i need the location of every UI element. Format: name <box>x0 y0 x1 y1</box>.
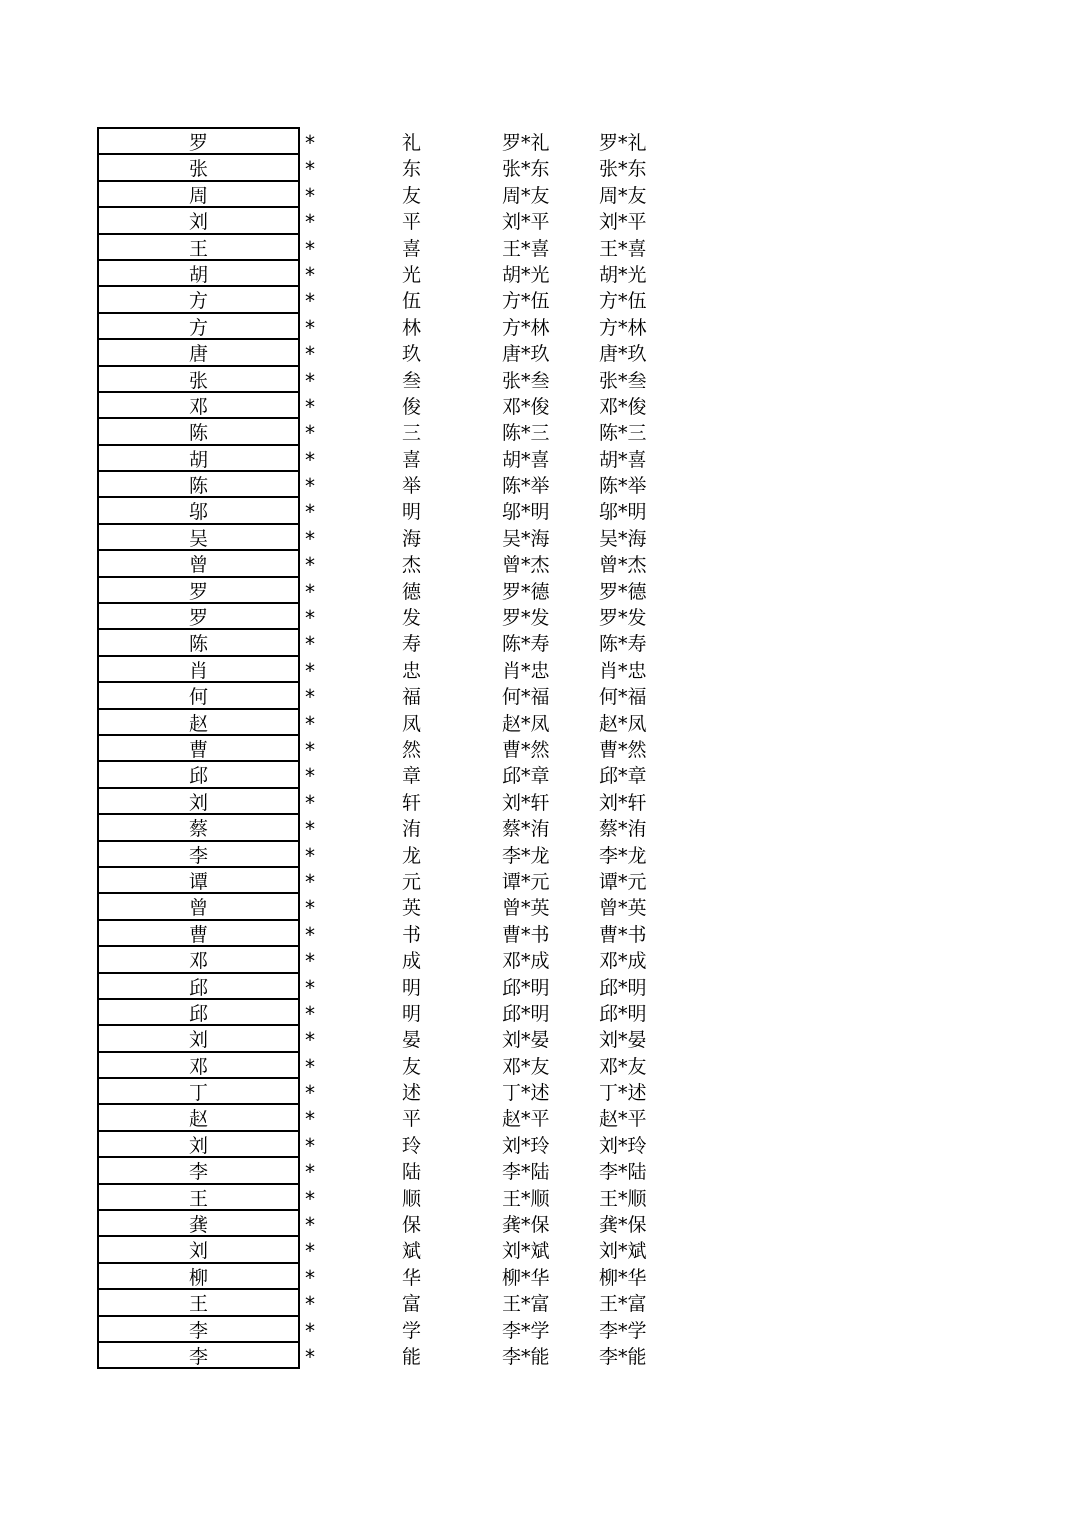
masked-name-cell[interactable]: 刘*晏 <box>502 1029 550 1052</box>
asterisk-cell[interactable]: * <box>304 394 317 419</box>
masked-name-copy-cell[interactable]: 刘*轩 <box>599 791 647 814</box>
table-row <box>97 710 697 736</box>
table-row <box>97 340 697 366</box>
masked-name-cell[interactable]: 肖*忠 <box>502 659 550 682</box>
asterisk-cell[interactable]: * <box>304 1028 317 1053</box>
asterisk-cell[interactable]: * <box>304 606 317 631</box>
given-name-cell[interactable]: 能 <box>402 1345 422 1368</box>
masked-name-copy-cell[interactable]: 邱*明 <box>599 1002 647 1025</box>
given-name-cell[interactable]: 发 <box>402 607 422 630</box>
surname-cell[interactable]: 李 <box>97 1343 300 1369</box>
given-name-cell[interactable]: 凤 <box>402 712 422 735</box>
asterisk-cell[interactable]: * <box>304 210 317 235</box>
asterisk-cell[interactable]: * <box>304 1265 317 1290</box>
given-name-cell[interactable]: 华 <box>402 1266 422 1289</box>
masked-name-copy-cell[interactable]: 罗*发 <box>599 607 647 630</box>
given-name-cell[interactable]: 东 <box>402 158 422 181</box>
surname-cell[interactable]: 丁 <box>97 1079 300 1105</box>
masked-name-copy-cell[interactable]: 邱*章 <box>599 765 647 788</box>
given-name-cell[interactable]: 斌 <box>402 1240 422 1263</box>
given-name-cell[interactable]: 杰 <box>402 554 422 577</box>
masked-name-copy-cell[interactable]: 肖*忠 <box>599 659 647 682</box>
table-row <box>97 868 697 894</box>
table-row <box>97 1000 697 1026</box>
surname-cell[interactable]: 胡 <box>97 446 300 472</box>
masked-name-copy-cell[interactable]: 邓*俊 <box>599 395 647 418</box>
surname-cell[interactable]: 邓 <box>97 393 300 419</box>
masked-name-cell[interactable]: 曹*然 <box>502 738 550 761</box>
table-row <box>97 789 697 815</box>
masked-name-cell[interactable]: 唐*玖 <box>502 343 550 366</box>
masked-name-copy-cell[interactable]: 李*能 <box>599 1345 647 1368</box>
given-name-cell[interactable]: 福 <box>402 686 422 709</box>
asterisk-cell[interactable]: * <box>304 790 317 815</box>
table-row <box>97 1185 697 1211</box>
table-row <box>97 947 697 973</box>
masked-name-cell[interactable]: 罗*德 <box>502 580 550 603</box>
masked-name-cell[interactable]: 王*喜 <box>502 237 550 260</box>
surname-cell[interactable]: 罗 <box>97 127 300 155</box>
asterisk-cell[interactable]: * <box>304 183 317 208</box>
masked-name-cell[interactable]: 邱*章 <box>502 765 550 788</box>
surname-cell[interactable]: 唐 <box>97 340 300 366</box>
table-row <box>97 155 697 181</box>
table-row <box>97 472 697 498</box>
masked-name-copy-cell[interactable]: 陈*举 <box>599 475 647 498</box>
masked-name-cell[interactable]: 刘*斌 <box>502 1240 550 1263</box>
asterisk-cell[interactable]: * <box>304 1054 317 1079</box>
masked-name-cell[interactable]: 赵*凤 <box>502 712 550 735</box>
masked-name-cell[interactable]: 陈*举 <box>502 475 550 498</box>
surname-cell[interactable]: 谭 <box>97 868 300 894</box>
surname-cell[interactable]: 吴 <box>97 525 300 551</box>
surname-cell[interactable]: 李 <box>97 1317 300 1343</box>
masked-name-copy-cell[interactable]: 丁*述 <box>599 1082 647 1105</box>
table-row <box>97 208 697 234</box>
masked-name-copy-cell[interactable]: 刘*晏 <box>599 1029 647 1052</box>
surname-cell[interactable]: 赵 <box>97 710 300 736</box>
masked-name-copy-cell[interactable]: 龚*保 <box>599 1214 647 1237</box>
surname-cell[interactable]: 刘 <box>97 1132 300 1158</box>
masked-name-cell[interactable]: 丁*述 <box>502 1082 550 1105</box>
masked-name-cell[interactable]: 罗*发 <box>502 607 550 630</box>
surname-cell[interactable]: 李 <box>97 842 300 868</box>
asterisk-cell[interactable]: * <box>304 975 317 1000</box>
asterisk-cell[interactable]: * <box>304 447 317 472</box>
surname-cell[interactable]: 陈 <box>97 419 300 445</box>
asterisk-cell[interactable]: * <box>304 1001 317 1026</box>
table-row <box>97 182 697 208</box>
masked-name-cell[interactable]: 蔡*洧 <box>502 818 550 841</box>
masked-name-copy-cell[interactable]: 唐*玖 <box>599 343 647 366</box>
given-name-cell[interactable]: 伍 <box>402 290 422 313</box>
masked-name-cell[interactable]: 王*富 <box>502 1293 550 1316</box>
masked-name-cell[interactable]: 邓*成 <box>502 950 550 973</box>
given-name-cell[interactable]: 然 <box>402 738 422 761</box>
surname-cell[interactable]: 柳 <box>97 1264 300 1290</box>
asterisk-cell[interactable]: * <box>304 632 317 657</box>
asterisk-cell[interactable]: * <box>304 764 317 789</box>
masked-name-copy-cell[interactable]: 周*友 <box>599 184 647 207</box>
table-row <box>97 1105 697 1131</box>
masked-name-copy-cell[interactable]: 曹*然 <box>599 738 647 761</box>
table-row <box>97 1343 697 1369</box>
masked-name-cell[interactable]: 曾*英 <box>502 897 550 920</box>
given-name-cell[interactable]: 林 <box>402 316 422 339</box>
table-row <box>97 261 697 287</box>
asterisk-cell[interactable]: * <box>304 843 317 868</box>
table-row <box>97 525 697 551</box>
table-row <box>97 393 697 419</box>
masked-name-cell[interactable]: 何*福 <box>502 686 550 709</box>
given-name-cell[interactable]: 书 <box>402 923 422 946</box>
asterisk-cell[interactable]: * <box>304 368 317 393</box>
masked-name-cell[interactable]: 邬*明 <box>502 501 550 524</box>
surname-cell[interactable]: 张 <box>97 367 300 393</box>
name-table <box>97 129 697 1369</box>
surname-cell[interactable]: 陈 <box>97 472 300 498</box>
given-name-cell[interactable]: 玲 <box>402 1134 422 1157</box>
table-row <box>97 604 697 630</box>
given-name-cell[interactable]: 平 <box>402 211 422 234</box>
surname-cell[interactable]: 邓 <box>97 1053 300 1079</box>
masked-name-copy-cell[interactable]: 罗*德 <box>599 580 647 603</box>
masked-name-copy-cell[interactable]: 刘*平 <box>599 211 647 234</box>
asterisk-cell[interactable]: * <box>304 817 317 842</box>
asterisk-cell[interactable]: * <box>304 896 317 921</box>
masked-name-copy-cell[interactable]: 陈*三 <box>599 422 647 445</box>
asterisk-cell[interactable]: * <box>304 949 317 974</box>
surname-cell[interactable]: 邓 <box>97 947 300 973</box>
table-row <box>97 921 697 947</box>
given-name-cell[interactable]: 章 <box>402 765 422 788</box>
table-row <box>97 1211 697 1237</box>
surname-cell[interactable]: 王 <box>97 1290 300 1316</box>
masked-name-copy-cell[interactable]: 邓*成 <box>599 950 647 973</box>
table-row <box>97 1290 697 1316</box>
masked-name-cell[interactable]: 张*叁 <box>502 369 550 392</box>
masked-name-copy-cell[interactable]: 胡*光 <box>599 263 647 286</box>
asterisk-cell[interactable]: * <box>304 1239 317 1264</box>
given-name-cell[interactable]: 德 <box>402 580 422 603</box>
masked-name-cell[interactable]: 谭*元 <box>502 870 550 893</box>
table-row <box>97 1264 697 1290</box>
surname-cell[interactable]: 赵 <box>97 1105 300 1131</box>
given-name-cell[interactable]: 英 <box>402 897 422 920</box>
asterisk-cell[interactable]: * <box>304 1133 317 1158</box>
masked-name-copy-cell[interactable]: 方*伍 <box>599 290 647 313</box>
given-name-cell[interactable]: 元 <box>402 870 422 893</box>
surname-cell[interactable]: 王 <box>97 235 300 261</box>
asterisk-cell[interactable]: * <box>304 315 317 340</box>
given-name-cell[interactable]: 龙 <box>402 844 422 867</box>
masked-name-cell[interactable]: 罗*礼 <box>502 132 550 154</box>
asterisk-cell[interactable]: * <box>304 236 317 261</box>
surname-cell[interactable]: 周 <box>97 182 300 208</box>
masked-name-copy-cell[interactable]: 刘*斌 <box>599 1240 647 1263</box>
masked-name-copy-cell[interactable]: 赵*平 <box>599 1108 647 1131</box>
table-row <box>97 287 697 313</box>
asterisk-cell[interactable]: * <box>304 500 317 525</box>
masked-name-copy-cell[interactable]: 曾*英 <box>599 897 647 920</box>
masked-name-copy-cell[interactable]: 王*富 <box>599 1293 647 1316</box>
masked-name-cell[interactable]: 周*友 <box>502 184 550 207</box>
given-name-cell[interactable]: 洧 <box>402 818 422 841</box>
surname-cell[interactable]: 曹 <box>97 921 300 947</box>
masked-name-cell[interactable]: 胡*光 <box>502 263 550 286</box>
masked-name-copy-cell[interactable]: 蔡*洧 <box>599 818 647 841</box>
masked-name-copy-cell[interactable]: 赵*凤 <box>599 712 647 735</box>
table-row <box>97 129 697 155</box>
table-row <box>97 314 697 340</box>
table-row <box>97 1026 697 1052</box>
asterisk-cell[interactable]: * <box>304 289 317 314</box>
surname-cell[interactable]: 方 <box>97 287 300 313</box>
given-name-cell[interactable]: 明 <box>402 1002 422 1025</box>
masked-name-copy-cell[interactable]: 邬*明 <box>599 501 647 524</box>
asterisk-cell[interactable]: * <box>304 1213 317 1238</box>
table-row <box>97 657 697 683</box>
masked-name-copy-cell[interactable]: 李*陆 <box>599 1161 647 1184</box>
masked-name-cell[interactable]: 王*顺 <box>502 1187 550 1210</box>
surname-cell[interactable]: 曾 <box>97 551 300 577</box>
surname-cell[interactable]: 刘 <box>97 208 300 234</box>
given-name-cell[interactable]: 三 <box>402 422 422 445</box>
given-name-cell[interactable]: 喜 <box>402 237 422 260</box>
given-name-cell[interactable]: 喜 <box>402 448 422 471</box>
asterisk-cell[interactable]: * <box>304 1107 317 1132</box>
asterisk-cell[interactable]: * <box>304 737 317 762</box>
asterisk-cell[interactable]: * <box>304 262 317 287</box>
table-row <box>97 1079 697 1105</box>
surname-cell[interactable]: 罗 <box>97 578 300 604</box>
surname-cell[interactable]: 胡 <box>97 261 300 287</box>
surname-cell[interactable]: 邱 <box>97 762 300 788</box>
asterisk-cell[interactable]: * <box>304 1318 317 1343</box>
surname-cell[interactable]: 曹 <box>97 736 300 762</box>
masked-name-cell[interactable]: 吴*海 <box>502 527 550 550</box>
masked-name-cell[interactable]: 邱*明 <box>502 976 550 999</box>
surname-cell[interactable]: 何 <box>97 683 300 709</box>
asterisk-cell[interactable]: * <box>304 474 317 499</box>
given-name-cell[interactable]: 玖 <box>402 343 422 366</box>
asterisk-cell[interactable]: * <box>304 342 317 367</box>
masked-name-cell[interactable]: 陈*寿 <box>502 633 550 656</box>
masked-name-copy-cell[interactable]: 曹*书 <box>599 923 647 946</box>
given-name-cell[interactable]: 平 <box>402 1108 422 1131</box>
surname-cell[interactable]: 刘 <box>97 1237 300 1263</box>
given-name-cell[interactable]: 礼 <box>402 132 422 154</box>
asterisk-cell[interactable]: * <box>304 526 317 551</box>
table-row <box>97 815 697 841</box>
given-name-cell[interactable]: 述 <box>402 1082 422 1105</box>
table-row <box>97 736 697 762</box>
masked-name-copy-cell[interactable]: 吴*海 <box>599 527 647 550</box>
asterisk-cell[interactable]: * <box>304 1160 317 1185</box>
table-row <box>97 235 697 261</box>
masked-name-cell[interactable]: 刘*玲 <box>502 1134 550 1157</box>
table-row <box>97 1053 697 1079</box>
given-name-cell[interactable]: 明 <box>402 501 422 524</box>
masked-name-copy-cell[interactable]: 柳*华 <box>599 1266 647 1289</box>
given-name-cell[interactable]: 忠 <box>402 659 422 682</box>
given-name-cell[interactable]: 明 <box>402 976 422 999</box>
masked-name-copy-cell[interactable]: 陈*寿 <box>599 633 647 656</box>
asterisk-cell[interactable]: * <box>304 157 317 182</box>
table-row <box>97 1158 697 1184</box>
masked-name-cell[interactable]: 柳*华 <box>502 1266 550 1289</box>
table-row <box>97 683 697 709</box>
surname-cell[interactable]: 张 <box>97 155 300 181</box>
given-name-cell[interactable]: 陆 <box>402 1161 422 1184</box>
masked-name-copy-cell[interactable]: 胡*喜 <box>599 448 647 471</box>
masked-name-cell[interactable]: 方*伍 <box>502 290 550 313</box>
masked-name-cell[interactable]: 曾*杰 <box>502 554 550 577</box>
given-name-cell[interactable]: 光 <box>402 263 422 286</box>
masked-name-copy-cell[interactable]: 邱*明 <box>599 976 647 999</box>
asterisk-cell[interactable]: * <box>304 685 317 710</box>
table-row <box>97 974 697 1000</box>
masked-name-copy-cell[interactable]: 李*龙 <box>599 844 647 867</box>
surname-cell[interactable]: 邱 <box>97 974 300 1000</box>
masked-name-copy-cell[interactable]: 方*林 <box>599 316 647 339</box>
surname-cell[interactable]: 刘 <box>97 789 300 815</box>
surname-cell[interactable]: 李 <box>97 1158 300 1184</box>
table-row <box>97 894 697 920</box>
surname-cell[interactable]: 刘 <box>97 1026 300 1052</box>
table-row <box>97 842 697 868</box>
table-row <box>97 446 697 472</box>
masked-name-cell[interactable]: 方*林 <box>502 316 550 339</box>
table-row <box>97 762 697 788</box>
given-name-cell[interactable]: 叁 <box>402 369 422 392</box>
surname-cell[interactable]: 龚 <box>97 1211 300 1237</box>
surname-cell[interactable]: 罗 <box>97 604 300 630</box>
surname-cell[interactable]: 方 <box>97 314 300 340</box>
asterisk-cell[interactable]: * <box>304 869 317 894</box>
masked-name-cell[interactable]: 张*东 <box>502 158 550 181</box>
surname-cell[interactable]: 王 <box>97 1185 300 1211</box>
given-name-cell[interactable]: 俊 <box>402 395 422 418</box>
table-row <box>97 630 697 656</box>
masked-name-copy-cell[interactable]: 张*叁 <box>599 369 647 392</box>
masked-name-cell[interactable]: 曹*书 <box>502 923 550 946</box>
table-row <box>97 1317 697 1343</box>
table-row <box>97 419 697 445</box>
masked-name-copy-cell[interactable]: 王*顺 <box>599 1187 647 1210</box>
asterisk-cell[interactable]: * <box>304 922 317 947</box>
masked-name-cell[interactable]: 刘*平 <box>502 211 550 234</box>
masked-name-cell[interactable]: 李*龙 <box>502 844 550 867</box>
given-name-cell[interactable]: 保 <box>402 1214 422 1237</box>
given-name-cell[interactable]: 晏 <box>402 1029 422 1052</box>
asterisk-cell[interactable]: * <box>304 658 317 683</box>
surname-cell[interactable]: 邱 <box>97 1000 300 1026</box>
masked-name-cell[interactable]: 邱*明 <box>502 1002 550 1025</box>
given-name-cell[interactable]: 学 <box>402 1319 422 1342</box>
masked-name-cell[interactable]: 李*陆 <box>502 1161 550 1184</box>
asterisk-cell[interactable]: * <box>304 553 317 578</box>
masked-name-cell[interactable]: 邓*俊 <box>502 395 550 418</box>
masked-name-cell[interactable]: 胡*喜 <box>502 448 550 471</box>
masked-name-copy-cell[interactable]: 刘*玲 <box>599 1134 647 1157</box>
asterisk-cell[interactable]: * <box>304 1292 317 1317</box>
table-row <box>97 578 697 604</box>
table-row <box>97 367 697 393</box>
masked-name-copy-cell[interactable]: 张*东 <box>599 158 647 181</box>
surname-cell[interactable]: 陈 <box>97 630 300 656</box>
masked-name-copy-cell[interactable]: 谭*元 <box>599 870 647 893</box>
given-name-cell[interactable]: 轩 <box>402 791 422 814</box>
table-row <box>97 1237 697 1263</box>
table-row <box>97 498 697 524</box>
masked-name-cell[interactable]: 龚*保 <box>502 1214 550 1237</box>
masked-name-cell[interactable]: 陈*三 <box>502 422 550 445</box>
asterisk-cell[interactable]: * <box>304 1344 317 1369</box>
table-row <box>97 551 697 577</box>
masked-name-copy-cell[interactable]: 曾*杰 <box>599 554 647 577</box>
table-row <box>97 1132 697 1158</box>
masked-name-cell[interactable]: 李*能 <box>502 1345 550 1368</box>
masked-name-copy-cell[interactable]: 李*学 <box>599 1319 647 1342</box>
given-name-cell[interactable]: 富 <box>402 1293 422 1316</box>
given-name-cell[interactable]: 举 <box>402 475 422 498</box>
masked-name-cell[interactable]: 刘*轩 <box>502 791 550 814</box>
masked-name-cell[interactable]: 邓*友 <box>502 1055 550 1078</box>
asterisk-cell[interactable]: * <box>304 131 317 155</box>
given-name-cell[interactable]: 顺 <box>402 1187 422 1210</box>
given-name-cell[interactable]: 友 <box>402 184 422 207</box>
asterisk-cell[interactable]: * <box>304 579 317 604</box>
surname-cell[interactable]: 曾 <box>97 894 300 920</box>
surname-cell[interactable]: 肖 <box>97 657 300 683</box>
masked-name-copy-cell[interactable]: 罗*礼 <box>599 132 647 154</box>
asterisk-cell[interactable]: * <box>304 1081 317 1106</box>
asterisk-cell[interactable]: * <box>304 421 317 446</box>
masked-name-cell[interactable]: 李*学 <box>502 1319 550 1342</box>
given-name-cell[interactable]: 寿 <box>402 633 422 656</box>
masked-name-cell[interactable]: 赵*平 <box>502 1108 550 1131</box>
given-name-cell[interactable]: 友 <box>402 1055 422 1078</box>
masked-name-copy-cell[interactable]: 何*福 <box>599 686 647 709</box>
asterisk-cell[interactable]: * <box>304 1186 317 1211</box>
surname-cell[interactable]: 蔡 <box>97 815 300 841</box>
given-name-cell[interactable]: 海 <box>402 527 422 550</box>
surname-cell[interactable]: 邬 <box>97 498 300 524</box>
masked-name-copy-cell[interactable]: 王*喜 <box>599 237 647 260</box>
masked-name-copy-cell[interactable]: 邓*友 <box>599 1055 647 1078</box>
given-name-cell[interactable]: 成 <box>402 950 422 973</box>
asterisk-cell[interactable]: * <box>304 711 317 736</box>
